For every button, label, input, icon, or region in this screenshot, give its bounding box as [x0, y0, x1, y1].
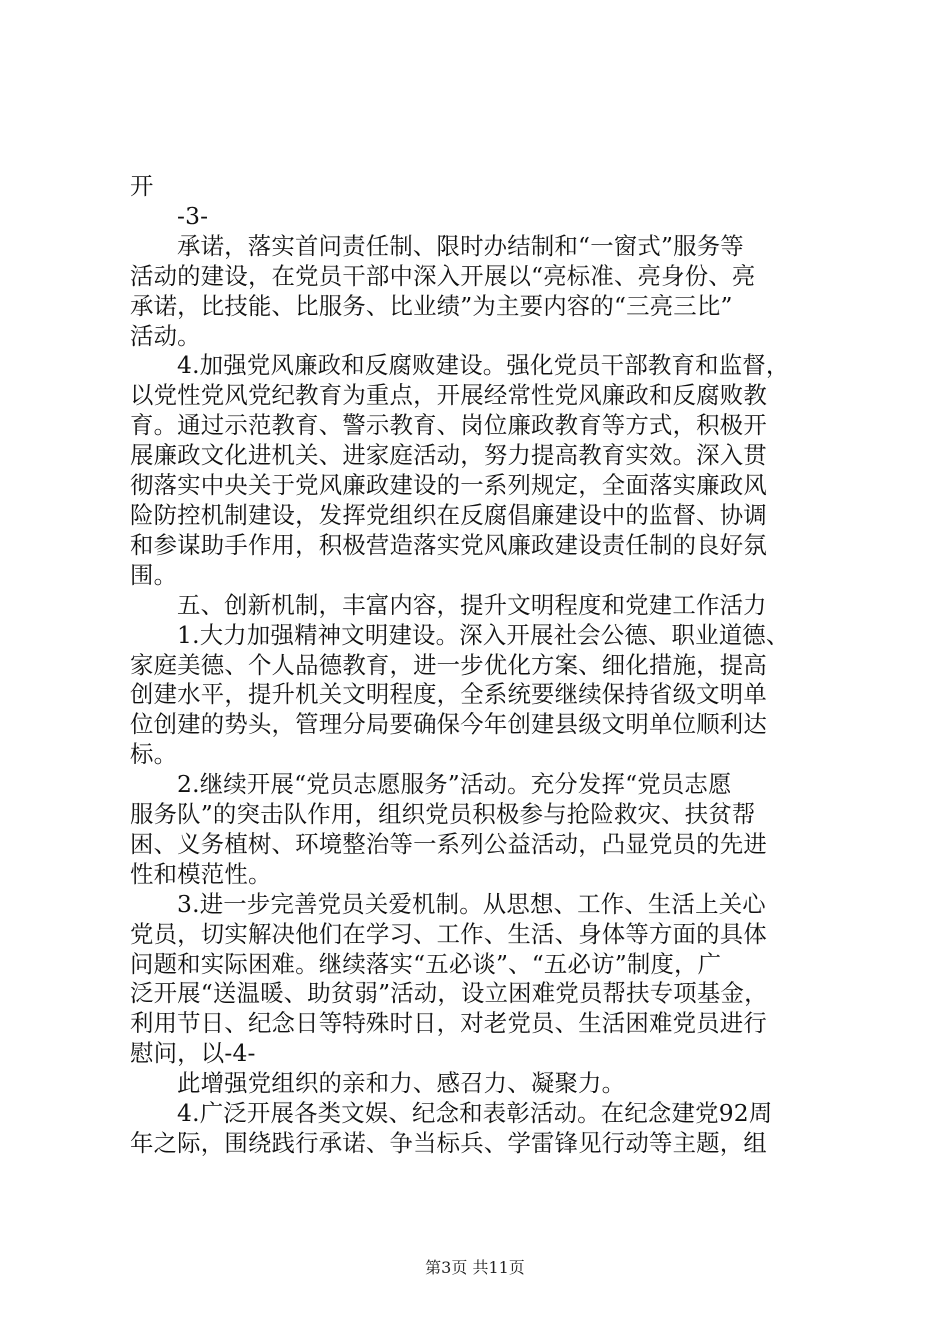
text-line: 问题和实际困难。继续落实“五必谈”、“五必访”制度，广: [130, 949, 722, 978]
text-line: 2.继续开展“党员志愿服务”活动。充分发挥“党员志愿: [177, 770, 732, 799]
text-line: 位创建的势头，管理分局要确保今年创建县级文明单位顺利达: [130, 710, 767, 739]
text-line: 1.大力加强精神文明建设。深入开展社会公德、职业道德、: [177, 620, 790, 649]
text-line: 活动。: [130, 321, 201, 350]
text-line: 围。: [130, 560, 178, 589]
text-line: 年之际，围绕践行承诺、争当标兵、学雷锋见行动等主题，组: [130, 1129, 767, 1157]
text-line: 此增强党组织的亲和力、感召力、凝聚力。: [177, 1069, 626, 1098]
text-line: 性和模范性。: [130, 859, 272, 888]
page-marker: -3-: [177, 201, 209, 230]
page-number: 第3页 共11页: [425, 1258, 525, 1277]
text-line: 和参谋助手作用，积极营造落实党风廉政建设责任制的良好氛: [130, 530, 767, 559]
text-line: 慰问，以-4-: [130, 1039, 256, 1068]
text-line: 3.进一步完善党员关爱机制。从思想、工作、生活上关心: [177, 889, 766, 918]
section-heading: 五、创新机制，丰富内容，提升文明程度和党建工作活力: [177, 590, 767, 619]
text-line: 承诺，比技能、比服务、比业绩”为主要内容的“三亮三比”: [130, 291, 733, 320]
text-line: 险防控机制建设，发挥党组织在反腐倡廉建设中的监督、协调: [130, 500, 767, 529]
text-line: 育。通过示范教育、警示教育、岗位廉政教育等方式，积极开: [130, 411, 767, 440]
text-line: 困、义务植树、环境整治等一系列公益活动，凸显党员的先进: [130, 829, 767, 858]
text-line: 开: [130, 172, 154, 200]
text-line: 创建水平，提升机关文明程度，全系统要继续保持省级文明单: [130, 680, 767, 709]
text-line: 展廉政文化进机关、进家庭活动，努力提高教育实效。深入贯: [130, 441, 767, 470]
text-line: 4.加强党风廉政和反腐败建设。强化党员干部教育和监督，: [177, 351, 790, 380]
text-line: 彻落实中央关于党风廉政建设的一系列规定，全面落实廉政风: [130, 471, 767, 500]
text-line: 党员，切实解决他们在学习、工作、生活、身体等方面的具体: [130, 919, 767, 948]
text-line: 标。: [130, 740, 178, 769]
text-line: 家庭美德、个人品德教育，进一步优化方案、细化措施，提高: [130, 650, 767, 679]
text-line: 泛开展“送温暖、助贫弱”活动，设立困难党员帮扶专项基金，: [130, 979, 768, 1008]
text-line: 4.广泛开展各类文娱、纪念和表彰活动。在纪念建党92周: [177, 1099, 773, 1128]
text-line: 承诺，落实首问责任制、限时办结制和“一窗式”服务等: [177, 231, 744, 260]
text-line: 以党性党风党纪教育为重点，开展经常性党风廉政和反腐败教: [130, 381, 767, 410]
text-line: 服务队”的突击队作用，组织党员积极参与抢险救灾、扶贫帮: [130, 800, 756, 829]
text-line: 利用节日、纪念日等特殊时日，对老党员、生活困难党员进行: [130, 1009, 767, 1038]
document-body: [130, 172, 830, 1159]
text-line: 活动的建设，在党员干部中深入开展以“亮标准、亮身份、亮: [130, 261, 756, 290]
page-footer: [0, 1258, 950, 1278]
